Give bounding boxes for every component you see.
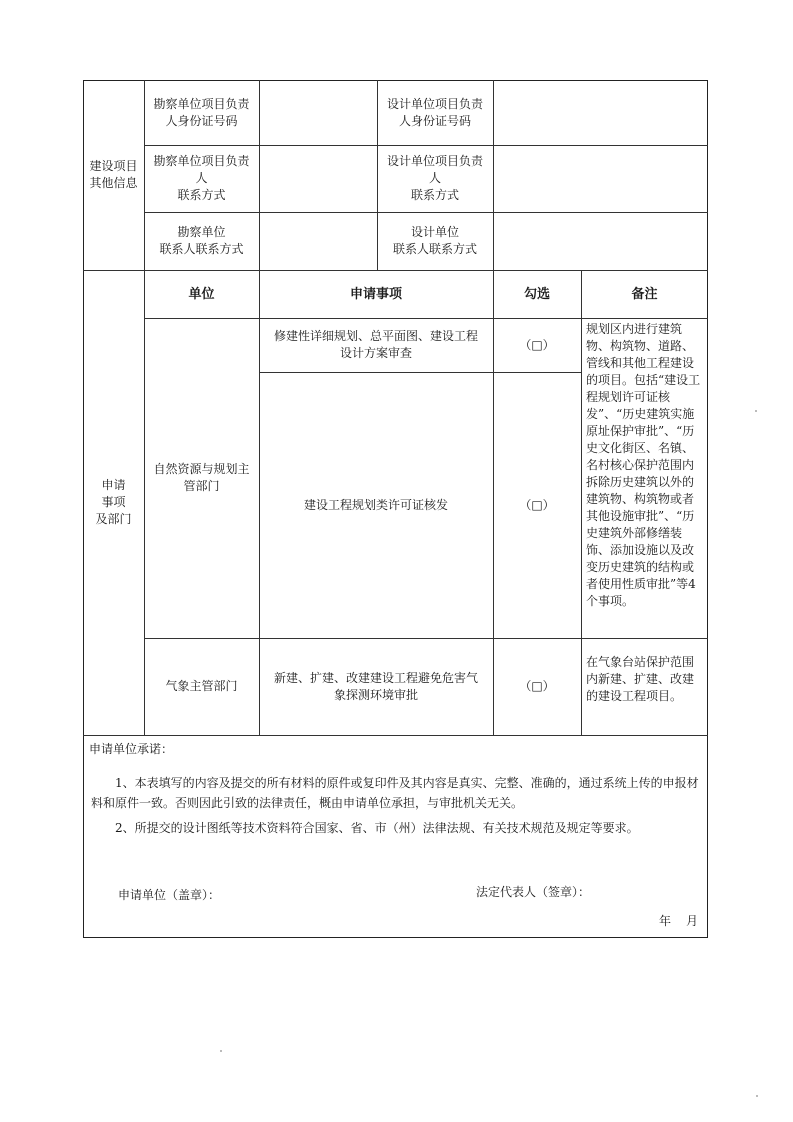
survey-id-label: 勘察单位项目负责 人身份证号码 (153, 96, 250, 128)
col-divider (581, 270, 582, 735)
survey-liaison-value[interactable] (259, 212, 377, 270)
note-weather: 在气象台站保护范围内新建、扩建、改建的建设工程项目。 (586, 655, 695, 703)
header-check: 勾选 (523, 286, 550, 302)
checkbox-weather[interactable]: （□） (519, 679, 555, 693)
design-contact-label: 设计单位项目负责 人 联系方式 (386, 154, 483, 202)
survey-contact-label: 勘察单位项目负责 人 联系方式 (153, 154, 250, 202)
representative-sign-label: 法定代表人（签章）： (476, 885, 591, 899)
dept-weather: 气象主管部门 (165, 679, 238, 693)
design-liaison-label: 设计单位 联系人联系方式 (392, 225, 477, 256)
dept-natural-resources: 自然资源与规划主 管部门 (153, 462, 250, 493)
checkbox-detailed-plan[interactable]: （□） (519, 337, 555, 352)
design-id-value[interactable] (493, 80, 708, 145)
survey-liaison-label: 勘察单位 联系人联系方式 (159, 225, 244, 256)
header-note: 备注 (631, 286, 658, 302)
scan-speck (220, 1050, 222, 1052)
commitment-paragraph-2: 2、所提交的设计图纸等技术资料符合国家、省、市（州）法律法规、有关技术规范及规定等要求。 (115, 821, 639, 835)
scan-speck (756, 1095, 758, 1097)
commitment-paragraph-1: 1、本表填写的内容及提交的所有材料的原件或复印件及其内容是真实、完整、准确的，通过系统上传的申报材料和原件一致。否则因此引致的法律责任，概由申请单位承担，与审批机关无关。 (91, 776, 699, 810)
design-liaison-value[interactable] (493, 212, 708, 270)
row-divider (83, 735, 708, 736)
scan-speck (755, 410, 757, 412)
item-detailed-plan: 修建性详细规划、总平面图、建设工程 设计方案审查 (273, 329, 478, 360)
note-natural-resources: 规划区内进行建筑物、构筑物、道路、管线和其他工程建设的项目。包括“建设工程规划许可证核发”、“历史建筑实施原址保护审批”、“历史文化街区、名镇、名村核心保护范围内拆除历史建筑以外的建筑物、构筑物或者其他设施审批”、“历史建筑外部修缮装饰、添加设施以及改变历史建筑的结构或者使用性质审批”等4个事项。 (586, 322, 701, 608)
survey-contact-value[interactable] (259, 145, 377, 212)
apply-section-label: 申请 事项 及部门 (95, 478, 132, 526)
date-month: 月 (686, 914, 699, 928)
applicant-seal-label: 申请单位（盖章）： (118, 888, 221, 902)
item-planning-permit: 建设工程规划类许可证核发 (303, 497, 448, 512)
checkbox-planning-permit[interactable]: （□） (519, 497, 555, 512)
commitment-title: 申请单位承诺： (89, 742, 174, 756)
item-weather: 新建、扩建、改建建设工程避免危害气 象探测环境审批 (273, 670, 478, 702)
date-year: 年 (659, 914, 672, 928)
header-unit: 单位 (188, 286, 215, 302)
design-contact-value[interactable] (493, 145, 708, 212)
design-id-label: 设计单位项目负责 人身份证号码 (386, 96, 483, 128)
header-item: 申请事项 (349, 286, 402, 302)
other-info-label: 建设项目 其他信息 (89, 159, 138, 190)
survey-id-value[interactable] (259, 80, 377, 145)
